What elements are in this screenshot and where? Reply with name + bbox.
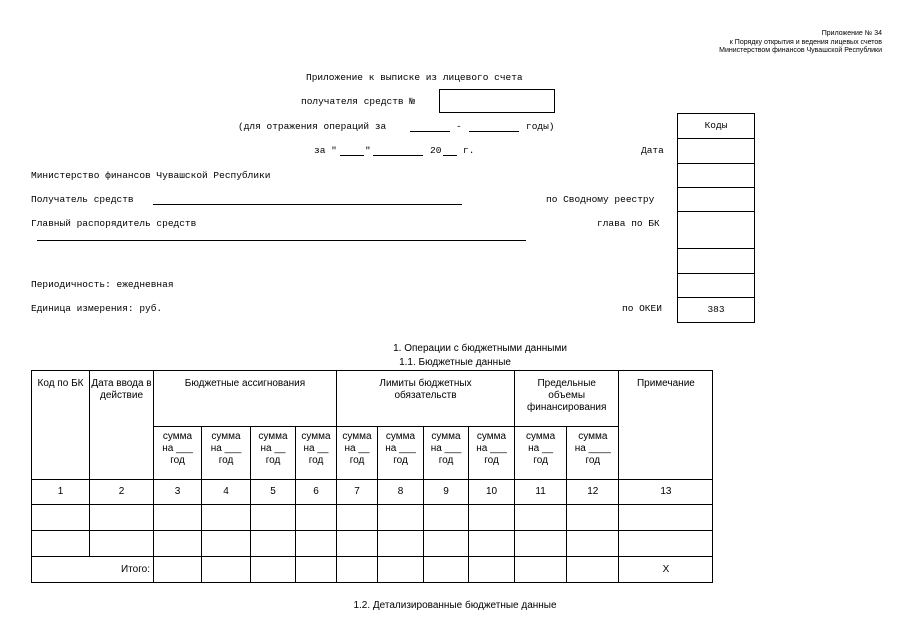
cell[interactable] (469, 557, 515, 583)
cell[interactable] (202, 505, 251, 531)
total-row (32, 557, 713, 583)
cell[interactable] (378, 557, 424, 583)
ministry-name: Министерство финансов Чувашской Республики (31, 170, 271, 181)
period-from-field[interactable] (410, 121, 450, 132)
cell[interactable] (469, 505, 515, 531)
header-date-entry: Дата ввода в действие (90, 371, 154, 480)
total-note: Х (619, 557, 713, 583)
col-number: 1 (32, 480, 90, 505)
cell[interactable] (619, 531, 713, 557)
cell[interactable] (337, 557, 378, 583)
cell[interactable] (469, 531, 515, 557)
section-1-2-title: 1.2. Детализированные бюджетные данные (353, 600, 557, 611)
recipient-label: получателя средств № (301, 96, 416, 107)
periodicity: Периодичность: ежедневная (31, 279, 174, 290)
header-budget-limits: Лимиты бюджетных обязательств (337, 371, 515, 427)
section-1-title: 1. Операции с бюджетными данными (393, 343, 567, 354)
appendix-line-3: Министерством финансов Чувашской Республики (719, 47, 882, 54)
header-kod-bk: Код по БК (32, 371, 90, 480)
col-number: 7 (337, 480, 378, 505)
cell[interactable] (251, 505, 296, 531)
cell[interactable] (202, 557, 251, 583)
col-number: 10 (469, 480, 515, 505)
date-month-field[interactable] (373, 145, 423, 156)
code-svod-cell[interactable] (678, 188, 754, 212)
code-periodicity-cell[interactable] (678, 274, 754, 298)
period-dash: - (456, 121, 462, 132)
col-number: 4 (202, 480, 251, 505)
cell[interactable] (424, 557, 469, 583)
cell[interactable] (32, 531, 90, 557)
code-ministry-cell[interactable] (678, 164, 754, 188)
sum-header-7: сумма на __ год (337, 427, 378, 480)
col-number: 5 (251, 480, 296, 505)
cell[interactable] (90, 531, 154, 557)
sum-header-12: сумма на ____ год (567, 427, 619, 480)
cell[interactable] (515, 557, 567, 583)
recipient-funds-field[interactable] (153, 194, 462, 205)
budget-data-table (31, 370, 713, 583)
cell[interactable] (424, 531, 469, 557)
date-quote: " (365, 145, 371, 156)
cell[interactable] (154, 557, 202, 583)
cell[interactable] (251, 531, 296, 557)
sum-header-9: сумма на ___ год (424, 427, 469, 480)
codes-table (677, 113, 755, 323)
cell[interactable] (90, 505, 154, 531)
sum-header-5: сумма на __ год (251, 427, 296, 480)
header-budget-assignments: Бюджетные ассигнования (154, 371, 337, 427)
col-number: 2 (90, 480, 154, 505)
table-row (32, 505, 713, 531)
recipient-funds-label: Получатель средств (31, 194, 134, 205)
col-number: 9 (424, 480, 469, 505)
cell[interactable] (337, 505, 378, 531)
recipient-number-field[interactable] (439, 89, 555, 113)
cell[interactable] (296, 505, 337, 531)
total-label: Итого: (32, 557, 154, 583)
sum-header-3: сумма на ___ год (154, 427, 202, 480)
col-number: 11 (515, 480, 567, 505)
cell[interactable] (337, 531, 378, 557)
date-code-label: Дата (641, 145, 664, 156)
date-day-field[interactable] (340, 145, 364, 156)
svod-register-label: по Сводному реестру (546, 194, 655, 205)
column-numbers-row (32, 480, 713, 505)
sum-header-10: сумма на ___ год (469, 427, 515, 480)
sum-header-8: сумма на ___ год (378, 427, 424, 480)
cell[interactable] (378, 505, 424, 531)
period-years: годы) (526, 121, 555, 132)
date-year-prefix: 20 (430, 145, 442, 156)
col-number: 3 (154, 480, 202, 505)
cell[interactable] (619, 505, 713, 531)
appendix-header (719, 30, 882, 56)
col-number: 13 (619, 480, 713, 505)
cell[interactable] (202, 531, 251, 557)
cell[interactable] (251, 557, 296, 583)
glava-bk-label: глава по БК (597, 218, 660, 229)
chief-manager-label: Главный распорядитель средств (31, 218, 197, 229)
period-label: (для отражения операций за (238, 121, 387, 132)
form-title: Приложение к выписке из лицевого счета (306, 72, 523, 83)
cell[interactable] (296, 531, 337, 557)
code-glava-cell[interactable] (678, 212, 754, 249)
unit-of-measure: Единица измерения: руб. (31, 303, 163, 314)
date-suffix: г. (463, 145, 475, 156)
cell[interactable] (32, 505, 90, 531)
header-note: Примечание (619, 371, 713, 480)
sum-header-11: сумма на __ год (515, 427, 567, 480)
period-to-field[interactable] (469, 121, 519, 132)
cell[interactable] (567, 505, 619, 531)
cell[interactable] (154, 531, 202, 557)
cell[interactable] (567, 557, 619, 583)
appendix-line-1: Приложение № 34 (821, 30, 882, 37)
col-number: 6 (296, 480, 337, 505)
cell[interactable] (515, 531, 567, 557)
date-year-field[interactable] (443, 145, 457, 156)
cell[interactable] (296, 557, 337, 583)
code-extra-cell[interactable] (678, 249, 754, 274)
cell[interactable] (378, 531, 424, 557)
cell[interactable] (154, 505, 202, 531)
code-okei-cell: 383 (707, 304, 725, 315)
col-number: 8 (378, 480, 424, 505)
code-date-cell[interactable] (678, 139, 754, 164)
cell[interactable] (515, 505, 567, 531)
chief-manager-field[interactable] (37, 231, 526, 241)
appendix-line-2: к Порядку открытия и ведения лицевых счетов (729, 38, 882, 46)
cell[interactable] (424, 505, 469, 531)
sum-header-6: сумма на __ год (296, 427, 337, 480)
table-row (32, 531, 713, 557)
sum-header-4: сумма на ___ год (202, 427, 251, 480)
okei-label: по ОКЕИ (622, 303, 662, 314)
section-1-1-title: 1.1. Бюджетные данные (399, 357, 511, 368)
cell[interactable] (567, 531, 619, 557)
codes-header: Коды (678, 114, 754, 139)
date-prefix: за " (314, 145, 337, 156)
col-number: 12 (567, 480, 619, 505)
header-funding-limits: Предельные объемы финансирования (515, 371, 619, 427)
